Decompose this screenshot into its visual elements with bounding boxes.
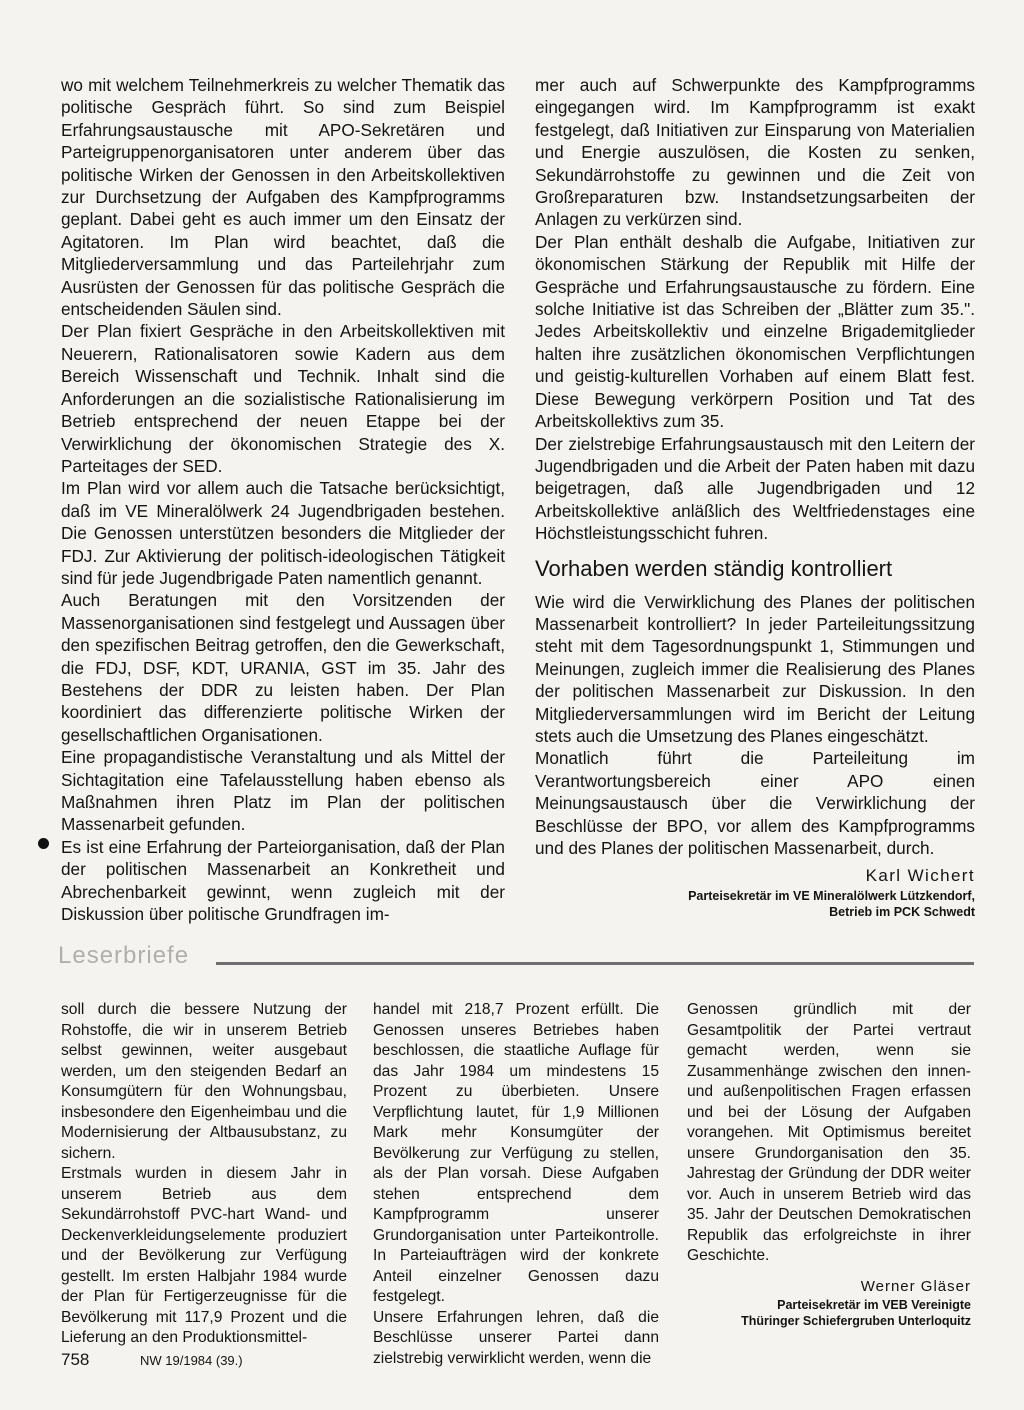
paragraph: Der zielstrebige Erfahrungsaustausch mit den Leitern der Jugendbrigaden und die Arbeit der Paten haben mit dazu beigetragen, daß alle Jugendbrigaden und 12 Arbeitskollektive anläßlich des Weltfriedenstages eine Höchstleistungsschicht fuhren. (535, 433, 975, 544)
divider (216, 962, 974, 965)
author-role: Parteisekretär im VE Mineralölwerk Lützkendorf, (688, 888, 975, 903)
paragraph: Eine propagandistische Veranstaltung und als Mittel der Sichtagitation eine Tafelausstellung haben ebenso als Maßnahmen ihren Platz im Plan der politischen Massenarbeit gefunden. (61, 747, 505, 835)
bullet-dot (38, 838, 49, 849)
author-role: Betrieb im PCK Schwedt (829, 904, 975, 919)
letter-column-1 (61, 1000, 347, 1349)
article-column-left (61, 74, 505, 925)
paragraph: Der Plan enthält deshalb die Aufgabe, Initiativen zur ökonomischen Stärkung der Republik mit Hilfe der Gespräche und Erfahrungsaustausche zu fördern. Eine solche Initiative ist das Schreiben der „Blätter zum 35.". Jedes Arbeitskollektiv und einzelne Brigademitglieder halten ihre zusätzlichen ökonomischen Verpflichtungen und geistig-kulturellen Vorhaben auf einem Blatt fest. Diese Bewegung verkörpern Position und Tat des Arbeitskollektivs zum 35. (535, 231, 975, 432)
author-role: Parteisekretär im VEB Vereinigte (777, 1298, 971, 1312)
paragraph: Im Plan wird vor allem auch die Tatsache berücksichtigt, daß im VE Mineralölwerk 24 Jugendbrigaden bestehen. Die Genossen unterstützen besonders die Mitglieder der FDJ. Zur Aktivierung der politisch-ideologischen Tätigkeit sind für jede Jugendbrigade Paten namentlich genannt. (61, 478, 505, 588)
paragraph: Auch Beratungen mit den Vorsitzenden der Massenorganisationen sind festgelegt und Aussagen über den spezifischen Beitrag getroffen, den die Gewerkschaft, die FDJ, DSF, KDT, URANIA, GST im 35. Jahr des Bestehens der DDR zu leisten haben. Der Plan koordiniert das differenzierte politische Wirken der gesellschaftlichen Organisationen. (61, 590, 505, 745)
author-name: Werner Gläser (860, 1277, 971, 1295)
paragraph: Erstmals wurden in diesem Jahr in unserem Betrieb aus dem Sekundärrohstoff PVC-hart Wand- und Deckenverkleidungselemente produziert und der Bevölkerung zur Verfügung gestellt. Im ersten Halbjahr 1984 wurde der Plan für Fertigerzeugnisse für die Bevölkerung mit 117,9 Prozent und die Lieferung an den Produktionsmittel- (61, 1165, 347, 1346)
section-heading: Vorhaben werden ständig kontrolliert (535, 555, 893, 581)
paragraph: Genossen gründlich mit der Gesamtpolitik der Partei vertraut gemacht werden, wenn sie Zusammenhänge zwischen den innen- und außenpolitischen Fragen erfassen und bei der Lösung der Aufgaben vorangehen. Mit Optimismus bereitet unsere Grundorganisation den 35. Jahrestag der Gründung der DDR weiter vor. Auch in unserem Betrieb wird das 35. Jahr der Deutschen Demokratischen Republik das erfolgreichste in ihrer Geschichte. (687, 1001, 971, 1264)
paragraph: Monatlich führt die Parteileitung im Verantwortungsbereich einer APO einen Meinungsaustausch über die Verwirklichung der Beschlüsse der BPO, vor allem des Kampfprogramms und des Planes der politischen Massenarbeit, durch. (535, 748, 975, 858)
paragraph: wo mit welchem Teilnehmerkreis zu welcher Thematik das politische Gespräch führt. So sind zum Beispiel Erfahrungsaustausche mit APO-Sekretären und Parteigruppenorganisatoren unter anderem über das politische Wirken der Genossen in den Arbeitskollektiven zur Durchsetzung der Aufgaben des Kampfprogramms geplant. Dabei geht es auch immer um den Einsatz der Agitatoren. Im Plan wird beachtet, daß die Mitgliederversammlung und das Parteilehrjahr zum Ausrüsten der Genossen für das politische Gespräch die entscheidenden Säulen sind. (61, 75, 505, 320)
paragraph: Unsere Erfahrungen lehren, daß die Beschlüsse unserer Partei dann zielstrebig verwirklicht werden, wenn die (373, 1308, 659, 1367)
paragraph: Es ist eine Erfahrung der Parteiorganisation, daß der Plan der politischen Massenarbeit an Konkretheit und Abrechenbarkeit gewinnt, wenn zugleich mit der Diskussion über politische Grundfragen im- (61, 836, 505, 925)
paragraph: mer auch auf Schwerpunkte des Kampfprogramms eingegangen wird. Im Kampfprogramm ist exakt festgelegt, daß Initiativen zur Einsparung von Materialien und Energie auszulösen, die Kosten zu senken, Sekundärrohstoffe zu gewinnen und die Zeit von Großreparaturen bzw. Instandsetzungsarbeiten der Anlagen zu verkürzen sind. (535, 75, 975, 230)
article-column-right (535, 74, 975, 920)
letters-section-header (58, 942, 974, 972)
page-number: 758 (61, 1350, 90, 1369)
paragraph: handel mit 218,7 Prozent erfüllt. Die Genossen unseres Betriebes haben beschlossen, die staatliche Auflage für das Jahr 1984 um mindestens 15 Prozent zu überbieten. Unsere Verpflichtung lautet, für 1,9 Millionen Mark mehr Konsumgüter der Bevölkerung zur Verfügung zu stellen, als der Plan vorsah. Diese Aufgaben stehen entsprechend dem Kampfprogramm unserer Grundorganisation unter Parteikontrolle. In Parteiaufträgen wird der konkrete Anteil einzelner Genossen dazu festgelegt. (373, 1001, 659, 1305)
section-title: Leserbriefe (58, 942, 190, 969)
paragraph: Der Plan fixiert Gespräche in den Arbeitskollektiven mit Neuerern, Rationalisatoren sowie Kadern aus dem Bereich Wissenschaft und Technik. Inhalt sind die Anforderungen an die sozialistische Rationalisierung im Betrieb entsprechend der neuen Etappe bei der Verwirklichung der ökonomischen Strategie des X. Parteitages der SED. (61, 321, 505, 476)
issue-label: NW 19/1984 (39.) (140, 1353, 243, 1368)
paragraph: Wie wird die Verwirklichung des Planes der politischen Massenarbeit kontrolliert? In jeder Parteileitungssitzung steht mit dem Tagesordnungspunkt 1, Stimmungen und Meinungen, zugleich immer die Realisierung des Planes der politischen Massenarbeit zur Diskussion. In den Mitgliederversammlungen wird im Bericht der Leitung stets auch die Umsetzung des Planes eingeschätzt. (535, 591, 975, 746)
author-role: Thüringer Schiefergruben Unterloquitz (741, 1314, 971, 1328)
author-name: Karl Wichert (865, 866, 975, 886)
paragraph: soll durch die bessere Nutzung der Rohstoffe, die wir in unserem Betrieb selbst gewinnen, weiter ausgebaut werden, um den steigenden Bedarf an Konsumgütern für den Wohnungsbau, insbesondere den Eigenheimbau und die Modernisierung der Altbausubstanz, zu sichern. (61, 1001, 347, 1162)
letter-column-3 (687, 1000, 971, 1329)
letter-column-2 (373, 1000, 659, 1369)
